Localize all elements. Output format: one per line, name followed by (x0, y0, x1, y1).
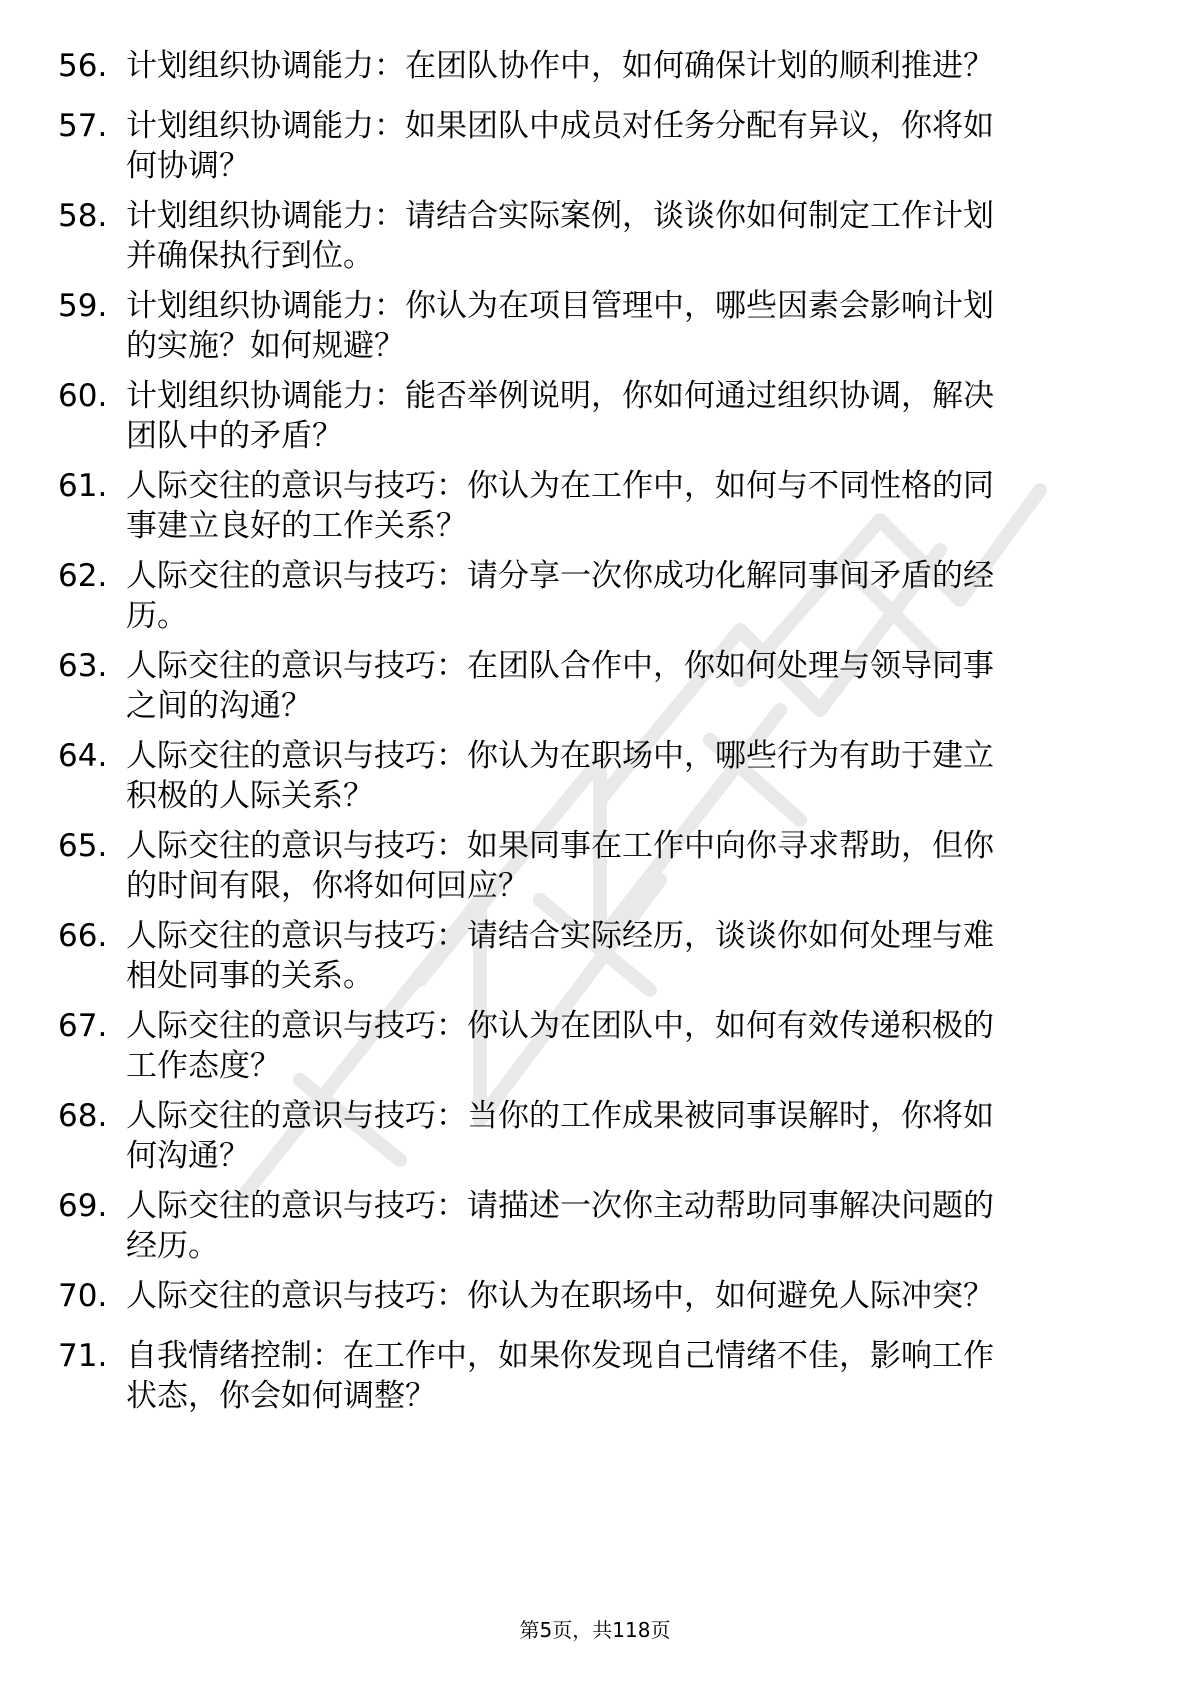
question-text-line: 计划组织协调能力：能否举例说明，你如何通过组织协调，解决 (126, 378, 994, 414)
question-text-line: 人际交往的意识与技巧：当你的工作成果被同事误解时，你将如 (126, 1098, 994, 1134)
question-text-line: 人际交往的意识与技巧：你认为在团队中，如何有效传递积极的 (126, 1008, 994, 1044)
page-footer: 第5页，共118页 (519, 1618, 671, 1642)
question-text-line: 人际交往的意识与技巧：如果同事在工作中向你寻求帮助，但你 (126, 828, 994, 864)
question-number: 66. (58, 918, 108, 954)
question-number: 58. (58, 198, 108, 234)
question-text-line: 事建立良好的工作关系？ (126, 508, 467, 544)
question-number: 65. (58, 828, 108, 864)
question-number: 71. (58, 1338, 108, 1374)
question-text-line: 工作态度？ (126, 1048, 281, 1084)
question-text-line: 何沟通？ (126, 1138, 250, 1174)
question-text-line: 并确保执行到位。 (126, 238, 374, 274)
question-text-line: 人际交往的意识与技巧：请结合实际经历，谈谈你如何处理与难 (126, 918, 994, 954)
question-text-line: 人际交往的意识与技巧：在团队合作中，你如何处理与领导同事 (126, 648, 994, 684)
question-text-line: 计划组织协调能力：在团队协作中，如何确保计划的顺利推进？ (126, 48, 994, 84)
question-number: 64. (58, 738, 108, 774)
question-text-line: 状态，你会如何调整？ (126, 1378, 436, 1414)
question-text-line: 自我情绪控制：在工作中，如果你发现自己情绪不佳，影响工作 (126, 1338, 994, 1374)
question-text-line: 计划组织协调能力：如果团队中成员对任务分配有异议，你将如 (126, 108, 994, 144)
question-number: 67. (58, 1008, 108, 1044)
question-text-line: 经历。 (126, 1228, 219, 1264)
question-text-line: 团队中的矛盾？ (126, 418, 343, 454)
question-number: 59. (58, 288, 108, 324)
question-text-line: 的实施？如何规避？ (126, 328, 405, 364)
question-number: 63. (58, 648, 108, 684)
question-text-line: 积极的人际关系？ (126, 778, 374, 814)
question-text-line: 人际交往的意识与技巧：请分享一次你成功化解同事间矛盾的经 (126, 558, 994, 594)
question-text-line: 之间的沟通？ (126, 688, 312, 724)
question-text-line: 何协调？ (126, 148, 250, 184)
question-text-line: 人际交往的意识与技巧：你认为在职场中，如何避免人际冲突？ (126, 1278, 994, 1314)
question-text-line: 相处同事的关系。 (126, 958, 374, 994)
question-number: 62. (58, 558, 108, 594)
question-text-line: 历。 (126, 598, 188, 634)
question-text-line: 的时间有限，你将如何回应？ (126, 868, 529, 904)
question-number: 69. (58, 1188, 108, 1224)
question-text-line: 人际交往的意识与技巧：你认为在职场中，哪些行为有助于建立 (126, 738, 994, 774)
question-number: 56. (58, 48, 108, 84)
question-number: 57. (58, 108, 108, 144)
question-text-line: 人际交往的意识与技巧：请描述一次你主动帮助同事解决问题的 (126, 1188, 994, 1224)
question-text-line: 计划组织协调能力：请结合实际案例，谈谈你如何制定工作计划 (126, 198, 994, 234)
question-number: 70. (58, 1278, 108, 1314)
question-text-line: 人际交往的意识与技巧：你认为在工作中，如何与不同性格的同 (126, 468, 994, 504)
question-number: 61. (58, 468, 108, 504)
question-number: 68. (58, 1098, 108, 1134)
question-text-line: 计划组织协调能力：你认为在项目管理中，哪些因素会影响计划 (126, 288, 994, 324)
question-number: 60. (58, 378, 108, 414)
